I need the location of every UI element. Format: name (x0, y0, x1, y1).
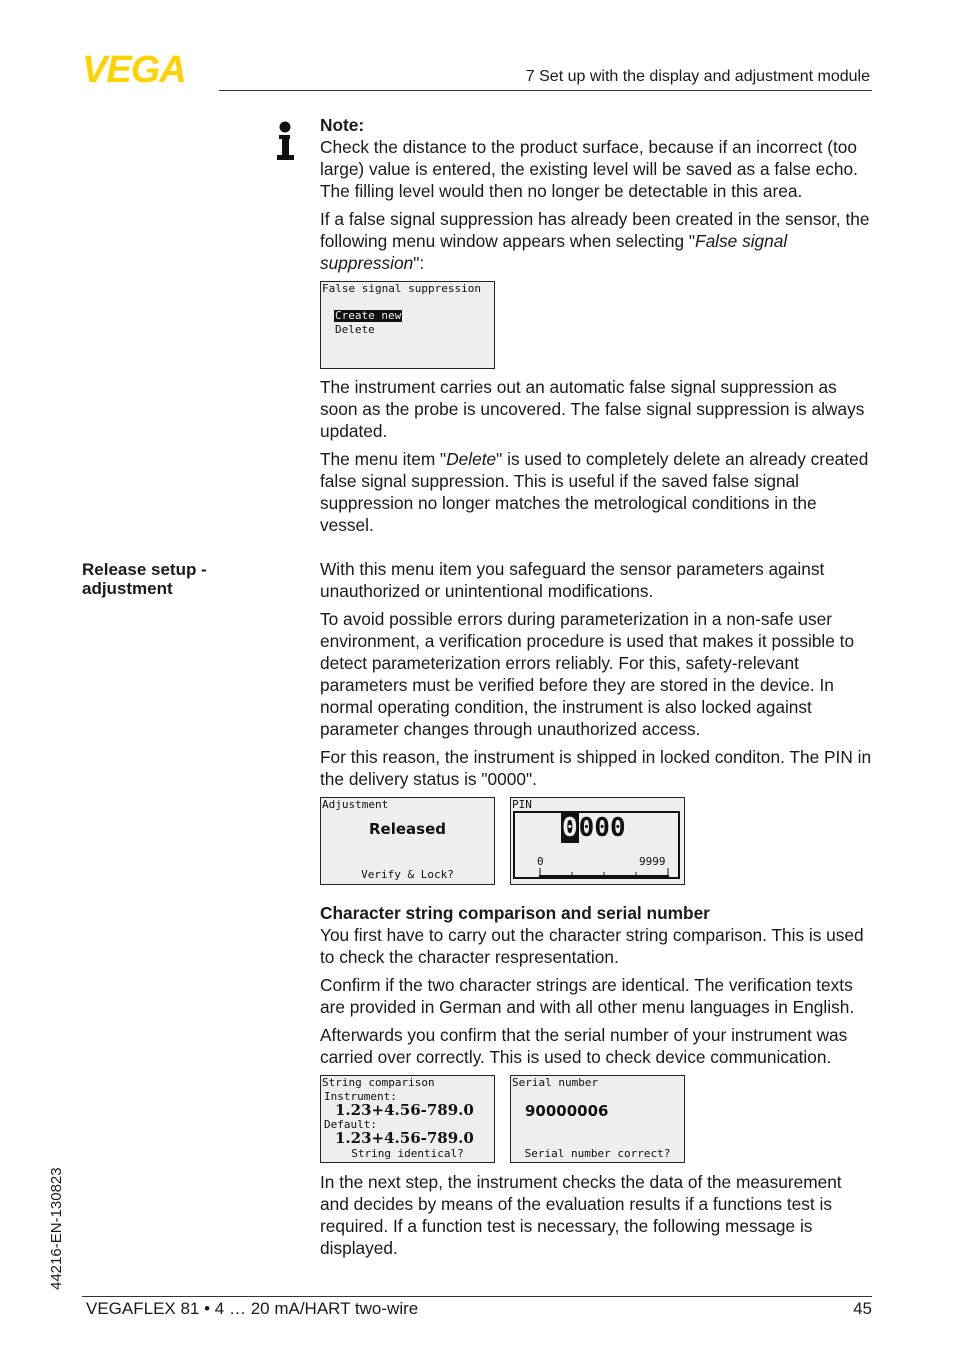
vega-logo (82, 52, 212, 84)
auto-paragraph: The instrument carries out an automatic false signal suppression as soon as the probe is uncovered. The false signal suppression is always updated. (320, 377, 865, 441)
lcd-title: Serial number (512, 1076, 599, 1089)
adjustment-status: Released (369, 820, 446, 838)
lcd-pin (510, 797, 685, 885)
lcd-string-comparison (320, 1075, 495, 1163)
header-divider (219, 90, 872, 91)
side-heading: Release setup - adjustment (82, 560, 207, 598)
document-id: 44216-EN-130823 (48, 1167, 65, 1290)
final-block (320, 1171, 875, 1265)
note-block (320, 114, 875, 280)
instrument-value: 1.23+4.56-789.0 (335, 1101, 474, 1119)
lcd-adjustment (320, 797, 495, 885)
page-number: 45 (853, 1299, 872, 1318)
pin-scale (539, 868, 671, 878)
lcd-title: False signal suppression (322, 282, 481, 295)
lcd-serial-number (510, 1075, 685, 1163)
pin-max: 9999 (639, 855, 666, 868)
string-paragraph-1: You first have to carry out the character string comparison. This is used to check the character respresentation. (320, 925, 864, 967)
lcd-title: String comparison (322, 1076, 435, 1089)
final-paragraph: In the next step, the instrument checks the data of the measurement and decides by means of the evaluation results if a functions test is required. If a function test is necessary, the following message is displayed. (320, 1172, 842, 1258)
menu-item-create-new[interactable]: Create new (335, 309, 402, 322)
default-label: Default: (324, 1118, 377, 1131)
section-title: 7 Set up with the display and adjustment module (525, 68, 870, 85)
instrument-label: Instrument: (324, 1090, 397, 1103)
note-label: Note: (320, 115, 365, 135)
pin-min: 0 (537, 855, 544, 868)
false-signal-paragraph: If a false signal suppression has already been created in the sensor, the following menu window appears when selecting "False signal suppression": (320, 209, 870, 273)
verify-lock-prompt[interactable]: Verify & Lock? (361, 868, 454, 881)
string-identical-prompt[interactable]: String identical? (351, 1147, 464, 1160)
release-paragraph-2: To avoid possible errors during parameterization in a non-safe user environment, a verification procedure is used that makes it possible to detect parameterization errors reliably. For this, safety-relevant parameters must be verified before they are stored in the device. In normal operating condition, the instrument is also locked against parameter changes through unauthorized access. (320, 609, 855, 739)
delete-paragraph: The menu item "Delete" is used to completely delete an already created false signal suppression. This is useful if the saved false signal suppression no longer matches the metrological conditions in the vessel. (320, 449, 869, 535)
logo-text: VEGA (82, 52, 186, 84)
string-block (320, 902, 875, 1074)
release-paragraph-1: With this menu item you safeguard the sensor parameters against unauthorized or unintentional modifications. (320, 559, 825, 601)
string-paragraph-3: Afterwards you confirm that the serial number of your instrument was carried over correctly. This is used to check device communication. (320, 1025, 848, 1067)
pin-value-rest: 000 (578, 813, 626, 843)
serial-value: 90000006 (525, 1102, 609, 1120)
pin-value[interactable] (561, 813, 626, 843)
note-text: Check the distance to the product surface, because if an incorrect (too large) value is entered, the existing level will be saved as a false echo. The filling level would then no longer be detectable in this area. (320, 137, 858, 201)
menu-item-delete[interactable]: Delete (335, 323, 375, 336)
text-block-2 (320, 376, 875, 542)
lcd-title: PIN (512, 798, 532, 811)
pin-cursor-digit[interactable]: 0 (562, 813, 578, 843)
info-icon (276, 121, 294, 161)
default-value: 1.23+4.56-789.0 (335, 1129, 474, 1147)
serial-correct-prompt[interactable]: Serial number correct? (524, 1147, 671, 1160)
subheading: Character string comparison and serial number (320, 903, 710, 923)
footer-product: VEGAFLEX 81 • 4 … 20 mA/HART two-wire (86, 1299, 419, 1318)
release-paragraph-3: For this reason, the instrument is shipped in locked conditon. The PIN in the delivery status is "0000". (320, 747, 872, 789)
lcd-false-signal (320, 281, 495, 369)
footer-divider (82, 1296, 872, 1297)
lcd-title: Adjustment (322, 798, 389, 811)
release-block (320, 558, 875, 796)
string-paragraph-2: Confirm if the two character strings are identical. The verification texts are provided in German and with all other menu languages in English. (320, 975, 855, 1017)
